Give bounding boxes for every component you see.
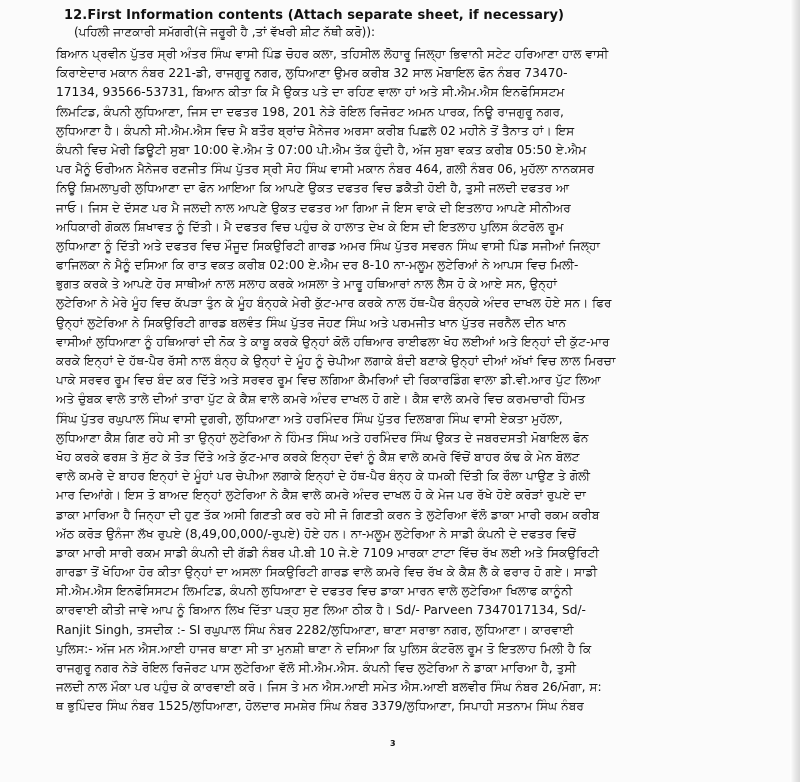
body-line: Ranjit Singh, ਤਸਦੀਕ :- SI ਰਘੁਪਾਲ ਸਿੰਘ ਨੰਬਰ 2282/ਲੁਧਿਆਣਾ, ਥਾਣਾ ਸਰਾਭਾ ਨਗਰ, ਲੁਧਿਆਣਾ। ਕਾਰਵਾਈ: [56, 622, 574, 637]
body-line: ਕਾਰਵਾਈ ਕੀਤੀ ਜਾਵੇ ਆਪ ਨੂੰ ਬਿਆਨ ਲਿਖ ਦਿੱਤਾ ਪੜ੍ਹ ਸੁਣ ਲਿਆ ਠੀਕ ਹੈ। Sd/- Parveen 7347017134, Sd/-: [56, 603, 586, 618]
information-body: [56, 45, 766, 717]
body-line: 17134, 93566-53731, ਬਿਆਨ ਕੀਤਾ ਕਿ ਮੈ ਉਕਤ ਪਤੇ ਦਾ ਰਹਿਣ ਵਾਲਾ ਹਾਂ ਅਤੇ ਸੀ.ਐਮ.ਐਸ ਇਨਫੋਸਿਸਟਮ: [56, 85, 565, 100]
body-line: ਵਾਲੇ ਕਮਰੇ ਦੇ ਬਾਹਰ ਇਨ੍ਹਾਂ ਦੇ ਮੂੰਹਾਂ ਪਰ ਚੇਪੀਆ ਲਗਾਕੇ ਇਨ੍ਹਾਂ ਦੇ ਹੱਥ-ਪੈਰ ਬੰਨ੍ਹ ਕੇ ਧਮਕੀ ਦਿੱਤੀ ਕਿ ਰੌਲਾ ਪਾਉਣ ਤੇ ਗੋਲੀ: [56, 469, 591, 484]
body-line: ਲੁਧਿਆਣਾ ਹੈ। ਕੰਪਨੀ ਸੀ.ਐਮ.ਐਸ ਵਿਚ ਮੈ ਬਤੌਰ ਬ੍ਰਾਂਚ ਮੈਨੇਜਰ ਅਰਸਾ ਕਰੀਬ ਪਿਛਲੇ 02 ਮਹੀਨੇ ਤੋਂ ਤੈਨਾਤ ਹਾਂ। ਇਸ: [56, 123, 575, 138]
body-line: ਥ ਭੁਪਿੰਦਰ ਸਿੰਘ ਨੰਬਰ 1525/ਲੁਧਿਆਣਾ, ਹੋਲਦਾਰ ਸਮਸ਼ੇਰ ਸਿੰਘ ਨੰਬਰ 3379/ਲੁਧਿਆਣਾ, ਸਿਪਾਹੀ ਸਤਨਾਮ ਸਿੰਘ ਨੰਬਰ: [56, 699, 584, 714]
body-line: ਸੀ.ਐਮ.ਐਸ ਇਨਫੋਸਿਸਟਮ ਲਿਮਟਿਡ, ਕੰਪਨੀ ਲੁਧਿਆਣਾ ਦੇ ਦਫਤਰ ਵਿਚ ਡਾਕਾ ਮਾਰਨ ਵਾਲੇ ਲੁਟੇਰਿਆ ਖਿਲਾਫ ਕਾਨੂੰਨੀ: [56, 584, 573, 599]
body-line: ਡਾਕਾ ਮਾਰਿਆ ਹੈ ਜਿਨ੍ਹਾ ਦੀ ਹੁਣ ਤੱਕ ਅਸੀ ਗਿਣਤੀ ਕਰ ਰਹੇ ਸੀ ਜੋ ਗਿਣਤੀ ਕਰਨ ਤੇ ਲੁਟੇਰਿਆ ਵੱਲੋ ਡਾਕਾ ਮਾਰੀ ਰਕਮ ਕਰੀਬ: [56, 507, 600, 522]
body-line: ਵਾਸੀਆਂ ਲੁਧਿਆਣਾ ਨੂੰ ਹਥਿਆਰਾਂ ਦੀ ਨੋਕ ਤੇ ਕਾਬੂ ਕਰਕੇ ਉਨ੍ਹਾਂ ਕੋਲੋ ਹਥਿਆਰ ਰਾਈਫਲਾ ਖੋਹ ਲਈਆਂ ਅਤੇ ਇਨ੍ਹਾਂ ਦੀ ਕੁੱਟ-ਮਾਰ: [56, 334, 610, 349]
body-line: ਪਾਕੇ ਸਰਵਰ ਰੂਮ ਵਿਚ ਬੰਦ ਕਰ ਦਿੱਤੇ ਅਤੇ ਸਰਵਰ ਰੂਮ ਵਿਚ ਲਗਿਆ ਕੈਮਰਿਆਂ ਦੀ ਰਿਕਾਰਡਿੰਗ ਵਾਲਾ ਡੀ.ਵੀ.ਆਰ ਪੁੱਟ ਲਿਆ: [56, 373, 601, 388]
body-line: ਲੁਟੇਰਿਆ ਨੇ ਮੇਰੇ ਮੂੰਹ ਵਿਚ ਕੱਪੜਾ ਤੁੰਨ ਕੇ ਮੂੰਹ ਬੰਨ੍ਹਕੇ ਮੇਰੀ ਕੁੱਟ-ਮਾਰ ਕਰਕੇ ਨਾਲ ਹੱਥ-ਪੈਰ ਬੰਨ੍ਹਕੇ ਅੰਦਰ ਦਾਖਲ ਹੋਏ ਸਨ। ਫਿਰ: [56, 296, 612, 311]
body-line: ਲੁਧਿਆਣਾ ਕੈਸ਼ ਗਿਣ ਰਹੇ ਸੀ ਤਾ ਉਨ੍ਹਾਂ ਲੁਟੇਰਿਆ ਨੇ ਹਿੰਮਤ ਸਿੰਘ ਅਤੇ ਹਰਮਿੰਦਰ ਸਿੰਘ ਉਕਤ ਦੇ ਜਬਰਦਸਤੀ ਮੋਬਾਇਲ ਫੋਨ: [56, 430, 589, 445]
body-line: ਰਾਜਗੁਰੂ ਨਗਰ ਨੇੜੇ ਰੋਇਲ ਰਿਜੋਰਟ ਪਾਸ ਲੁਟੇਰਿਆ ਵੱਲੋ ਸੀ.ਐਮ.ਐਸ. ਕੰਪਨੀ ਵਿਚ ਲੁਟੇਰਿਆ ਨੇ ਡਾਕਾ ਮਾਰਿਆ ਹੈ, ਤੁਸੀ: [56, 661, 577, 675]
body-line: ਪਰ ਮੈਨੂੰ ਓਰੀਅਨ ਮੈਨੇਜਰ ਰਣਜੀਤ ਸਿੰਘ ਪੁੱਤਰ ਸ੍ਰੀ ਸੋਹ ਸਿੰਘ ਵਾਸੀ ਮਕਾਨ ਨੰਬਰ 464, ਗਲੀ ਨੰਬਰ 06, ਮੁਹੱਲਾ ਨਾਨਕਸਰ: [56, 162, 595, 177]
body-line: ਖੋਹ ਕਰਕੇ ਫਰਸ਼ ਤੇ ਸੁੱਟ ਕੇ ਤੋੜ ਦਿੱਤੇ ਅਤੇ ਕੁੱਟ-ਮਾਰ ਕਰਕੇ ਇਨ੍ਹਾ ਦੋਵਾਂ ਨੂੰ ਕੈਸ਼ ਵਾਲੇ ਕਮਰੇ ਵਿੱਚੋਂ ਬਾਹਰ ਕੱਢ ਕੇ ਮੇਨ ਬੋਲਟ: [56, 449, 580, 464]
body-line: ਉਨ੍ਹਾਂ ਲੁਟੇਰਿਆ ਨੇ ਸਿਕਉਰਿਟੀ ਗਾਰਡ ਬਲਵੰਤ ਸਿੰਘ ਪੁੱਤਰ ਜੋਹਣ ਸਿੰਘ ਅਤੇ ਪਰਮਜੀਤ ਖਾਨ ਪੁੱਤਰ ਜਰਨੈਲ ਦੀਨ ਖਾਨ: [56, 315, 567, 330]
body-line: ਪੁਲਿਸ:- ਅੱਜ ਮਨ ਐਸ.ਆਈ ਹਾਜਰ ਥਾਣਾ ਸੀ ਤਾ ਮੁਨਸ਼ੀ ਥਾਣਾ ਨੇ ਦਸਿਆ ਕਿ ਪੁਲਿਸ ਕੰਟਰੋਲ ਰੂਮ ਤੋ ਇਤਲਾਹ ਮਿਲੀ ਹੈ ਕਿ: [56, 641, 592, 656]
page-number: 3: [390, 739, 396, 748]
body-line: ਜਾਓ। ਜਿਸ ਦੇ ਦੱਸਣ ਪਰ ਮੈ ਜਲਦੀ ਨਾਲ ਆਪਣੇ ਉਕਤ ਦਫਤਰ ਆ ਗਿਆ ਜੋ ਇਸ ਵਾਕੇ ਦੀ ਇਤਲਾਹ ਆਪਣੇ ਸੀਨੀਅਰ: [56, 200, 571, 215]
body-line: ਡਾਕਾ ਮਾਰੀ ਸਾਰੀ ਰਕਮ ਸਾਡੀ ਕੰਪਨੀ ਦੀ ਗੱਡੀ ਨੰਬਰ ਪੀ.ਬੀ 10 ਜੇ.ਏ 7109 ਮਾਰਕਾ ਟਾਟਾ ਵਿੱਚ ਰੱਖ ਲਈ ਅਤੇ ਸਿਕਉਰਿਟੀ: [56, 545, 600, 560]
body-line: ਕਰਕੇ ਇਨ੍ਹਾਂ ਦੇ ਹੱਥ-ਪੈਰ ਰੱਸੀ ਨਾਲ ਬੰਨ੍ਹ ਕੇ ਉਨ੍ਹਾਂ ਦੇ ਮੂੰਹ ਨੂੰ ਚੇਪੀਆ ਲਗਾਕੇ ਬੰਦੀ ਬਣਾਕੇ ਉਨ੍ਹਾਂ ਦੀਆਂ ਅੱਖਾਂ ਵਿਚ ਲਾਲ ਮਿਰਚਾ: [56, 354, 616, 368]
body-line: ਨਿਊ ਸ਼ਿਮਲਾਪੁਰੀ ਲੁਧਿਆਣਾ ਦਾ ਫੋਨ ਆਇਆ ਕਿ ਆਪਣੇ ਉਕਤ ਦਫਤਰ ਵਿਚ ਡਕੈਤੀ ਹੋਈ ਹੈ, ਤੁਸੀ ਜਲਦੀ ਦਫਤਰ ਆ: [56, 181, 570, 196]
section-subheading: (ਪਹਿਲੀ ਜਾਣਕਾਰੀ ਸਮੱਗਰੀ(ਜੇ ਜਰੂਰੀ ਹੈ ,ਤਾਂ ਵੱਖਰੀ ਸ਼ੀਟ ਨੱਥੀ ਕਰੋ)):: [74, 25, 376, 39]
body-line: ਮਾਰ ਦਿਆਂਗੇ। ਇਸ ਤੋ ਬਾਅਦ ਇਨ੍ਹਾਂ ਲੁਟੇਰਿਆ ਨੇ ਕੈਸ਼ ਵਾਲੇ ਕਮਰੇ ਅੰਦਰ ਦਾਖਲ ਹੋ ਕੇ ਮੇਜ ਪਰ ਰੱਖੇ ਹੋਏ ਕਰੋੜਾਂ ਰੁਪਏ ਦਾ: [56, 488, 586, 503]
body-line: ਗਾਰਡਾ ਤੋਂ ਖੋਹਿਆ ਹੋਰ ਕੀਤਾ ਉਨ੍ਹਾਂ ਦਾ ਅਸਲਾ ਸਿਕਉਰਿਟੀ ਗਾਰਡ ਵਾਲੇ ਕਮਰੇ ਵਿਚ ਰੱਖ ਕੇ ਕੈਸ਼ ਲੈ ਕੇ ਫਰਾਰ ਹੋ ਗਏ। ਸਾਡੀ: [56, 565, 598, 580]
body-line: ਕਿਰਾਏਦਾਰ ਮਕਾਨ ਨੰਬਰ 221-ਡੀ, ਰਾਜਗੁਰੂ ਨਗਰ, ਲੁਧਿਆਣਾ ਉਮਰ ਕਰੀਬ 32 ਸਾਲ ਮੋਬਾਇਲ ਫੋਨ ਨੰਬਰ 73470-: [56, 66, 568, 81]
body-line: ਅੱਠ ਕਰੋੜ ਉਨੰਜਾ ਲੱਖ ਰੁਪਏ (8,49,00,000/-ਰੁਪਏ) ਹੋਏ ਹਨ। ਨਾ-ਮਲੂਮ ਲੁਟੇਰਿਆ ਨੇ ਸਾਡੀ ਕੰਪਨੀ ਦੇ ਦਫਤਰ ਵਿਚੋਂ: [56, 526, 576, 541]
body-line: ਕੰਪਨੀ ਵਿਚ ਮੇਰੀ ਡਿਊਟੀ ਸੁਬਾ 10:00 ਵੇ.ਐਮ ਤੋ 07:00 ਪੀ.ਐਮ ਤੱਕ ਹੁੰਦੀ ਹੈ, ਅੱਜ ਸੁਬਾ ਵਕਤ ਕਰੀਬ 05:50 ਏ.ਐਮ: [56, 142, 587, 157]
body-line: ਬਿਆਨ ਪ੍ਰਵੀਨ ਪੁੱਤਰ ਸ੍ਰੀ ਅੰਤਰ ਸਿੰਘ ਵਾਸੀ ਪਿੰਡ ਚੋਹਰ ਕਲਾ, ਤਹਿਸੀਲ ਲੋਹਾਰੂ ਜਿਲ੍ਹਾ ਭਿਵਾਨੀ ਸਟੇਟ ਹਰਿਆਣਾ ਹਾਲ ਵਾਸੀ: [56, 47, 609, 61]
body-line: ਭੁਗਤ ਕਰਕੇ ਤੇ ਆਪਣੇ ਹੋਰ ਸਾਥੀਆਂ ਨਾਲ ਸਲਾਹ ਕਰਕੇ ਅਸਲਾ ਤੇ ਮਾਰੂ ਹਥਿਆਰਾਂ ਨਾਲ ਲੈਸ ਹੋ ਕੇ ਆਏ ਸਨ, ਉਨ੍ਹਾਂ: [56, 277, 557, 292]
section-heading: 12.First Information contents (Attach separate sheet, if necessary): [64, 8, 565, 23]
body-line: ਅਤੇ ਚੁੰਬਕ ਵਾਲੇ ਤਾਲੇ ਦੀਆਂ ਤਾਰਾ ਪੁੱਟ ਕੇ ਕੈਸ਼ ਵਾਲੇ ਕਮਰੇ ਅੰਦਰ ਦਾਖਲ ਹੋ ਗਏ। ਕੈਸ਼ ਵਾਲੇ ਕਮਰੇ ਵਿਚ ਕਰਮਚਾਰੀ ਹਿੰਮਤ: [56, 392, 586, 407]
body-line: ਅਧਿਕਾਰੀ ਗੋਕਲ ਸ਼ਿਖਾਵਤ ਨੂੰ ਦਿੱਤੀ। ਮੈ ਦਫਤਰ ਵਿਚ ਪਹੁੰਚ ਕੇ ਹਾਲਾਤ ਦੇਖ ਕੇ ਇਸ ਦੀ ਇਤਲਾਹ ਪੁਲਿਸ ਕੰਟਰੋਲ ਰੂਮ: [56, 219, 564, 234]
body-line: ਜਲਦੀ ਨਾਲ ਮੌਕਾ ਪਰ ਪਹੁੰਚ ਕੇ ਕਾਰਵਾਈ ਕਰੋ। ਜਿਸ ਤੇ ਮਨ ਐਸ.ਆਈ ਸਮੇਤ ਐਸ.ਆਈ ਬਲਵੀਰ ਸਿੰਘ ਨੰਬਰ 26/ਮੋਗਾ, ਸ:: [56, 680, 602, 695]
body-line: ਲਿਮਟਿਡ, ਕੰਪਨੀ ਲੁਧਿਆਣਾ, ਜਿਸ ਦਾ ਦਫਤਰ 198, 201 ਨੇੜੇ ਰੋਇਲ ਰਿਜੋਰਟ ਅਮਨ ਪਾਰਕ, ਨਿਊ ਰਾਜਗੁਰੂ ਨਗਰ,: [56, 104, 564, 119]
body-line: ਸਿੰਘ ਪੁੱਤਰ ਰਘੁਪਾਲ ਸਿੰਘ ਵਾਸੀ ਦੁਗਰੀ, ਲੁਧਿਆਣਾ ਅਤੇ ਹਰਮਿੰਦਰ ਸਿੰਘ ਪੁੱਤਰ ਦਿਲਬਾਗ ਸਿੰਘ ਵਾਸੀ ਏਕਤਾ ਮੁਹੱਲਾ,: [56, 411, 563, 426]
body-line: ਲੁਧਿਆਣਾ ਨੂੰ ਦਿੱਤੀ ਅਤੇ ਦਫਤਰ ਵਿਚ ਮੌਜੂਦ ਸਿਕਉਰਿਟੀ ਗਾਰਡ ਅਮਰ ਸਿੰਘ ਪੁੱਤਰ ਸਵਰਨ ਸਿੰਘ ਵਾਸੀ ਪਿੰਡ ਸਜੀਆਂ ਜਿਲ੍ਹਾ: [56, 238, 600, 253]
body-line: ਫਾਜਿਲਕਾ ਨੇ ਮੈਨੂੰ ਦਸਿਆ ਕਿ ਰਾਤ ਵਕਤ ਕਰੀਬ 02:00 ਏ.ਐਮ ਦਰ 8-10 ਨਾ-ਮਲੂਮ ਲੁਟੇਰਿਆਂ ਨੇ ਆਪਸ ਵਿਚ ਮਿਲੀ-: [56, 258, 579, 273]
